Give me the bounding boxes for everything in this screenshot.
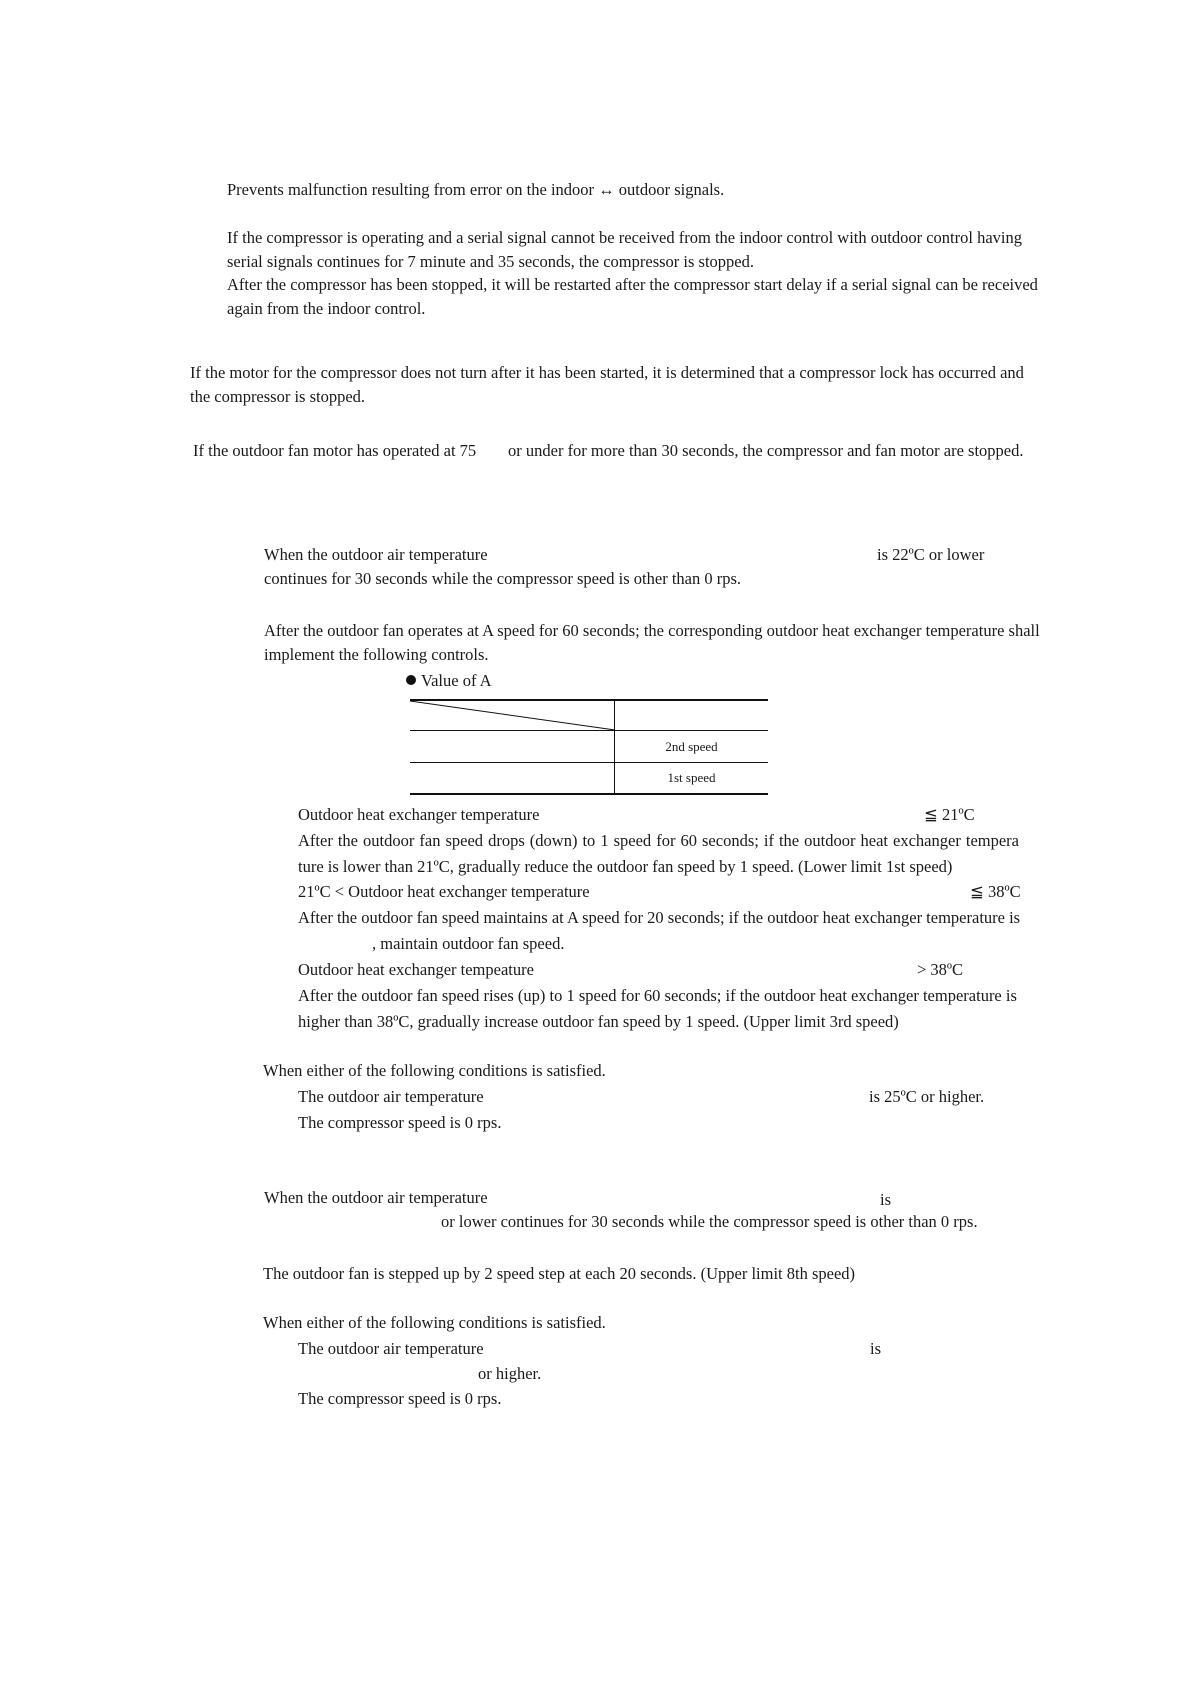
cond3-left: Outdoor heat exchanger tempeature [298, 960, 534, 979]
cond2-line1: After the outdoor fan speed maintains at A speed for 20 seconds; if the outdoor heat exchanger temperature is [298, 908, 1021, 927]
low-control-line2: implement the following controls. [264, 645, 489, 664]
table-bottom-rule [410, 793, 768, 795]
fan-motor-left: If the outdoor fan motor has operated at 75 [193, 441, 477, 460]
signal-p2-line2: again from the indoor control. [227, 299, 426, 318]
cond2-right: ≦ 38ºC [970, 882, 1021, 901]
cond3-line1: After the outdoor fan speed rises (up) to 1 speed for 60 seconds; if the outdoor heat exchanger temperature is [298, 986, 1017, 1005]
low-start-line2: continues for 30 seconds while the compressor speed is other than 0 rps. [264, 569, 742, 588]
high-end-intro: When either of the following conditions is satisfied. [263, 1313, 606, 1332]
cond1-line2: ture is lower than 21ºC, gradually reduce the outdoor fan speed by 1 speed. (Lower limit 1st speed) [298, 857, 953, 876]
low-start-left: When the outdoor air temperature [264, 545, 488, 564]
cond3-line2: higher than 38ºC, gradually increase outdoor fan speed by 1 speed. (Upper limit 3rd speed) [298, 1012, 899, 1031]
high-end-temp-right: is [870, 1339, 882, 1358]
lock-line2: the compressor is stopped. [190, 387, 366, 406]
bullet-icon [406, 675, 416, 685]
low-end-temp-right: is 25ºC or higher. [869, 1087, 985, 1106]
value-of-a-heading [406, 673, 492, 690]
value-of-a-label: Value of A [421, 671, 492, 690]
high-control: The outdoor fan is stepped up by 2 speed step at each 20 seconds. (Upper limit 8th speed) [263, 1264, 856, 1283]
table-row-rule-1 [410, 730, 768, 731]
high-start-right: is [880, 1190, 892, 1209]
cond1-line1: After the outdoor fan speed drops (down) to 1 speed for 60 seconds; if the outdoor heat exchanger tempera [298, 831, 1019, 850]
cond2-left: 21ºC < Outdoor heat exchanger temperature [298, 882, 590, 901]
low-start-right: is 22ºC or lower [877, 545, 985, 564]
low-end-temp-left: The outdoor air temperature [298, 1087, 484, 1106]
cond3-right: > 38ºC [917, 960, 964, 979]
signal-p2-line1: After the compressor has been stopped, it will be restarted after the compressor start delay if a serial signal can be received [227, 275, 1038, 294]
table-cell-2nd-speed: 2nd speed [665, 739, 718, 754]
cond1-right: ≦ 21ºC [924, 805, 975, 824]
cond2-line2: , maintain outdoor fan speed. [372, 934, 565, 953]
fan-motor-right: or under for more than 30 seconds, the compressor and fan motor are stopped. [508, 441, 1024, 460]
high-end-compressor: The compressor speed is 0 rps. [298, 1389, 502, 1408]
cond1-left: Outdoor heat exchanger temperature [298, 805, 540, 824]
signal-purpose: Prevents malfunction resulting from error on the indoor ↔ outdoor signals. [227, 180, 725, 199]
high-start-left: When the outdoor air temperature [264, 1188, 488, 1207]
high-end-temp-left: The outdoor air temperature [298, 1339, 484, 1358]
low-control-line1: After the outdoor fan operates at A speed for 60 seconds; the corresponding outdoor heat exchanger temperature shall [264, 621, 1040, 640]
table-row-rule-2 [410, 762, 768, 763]
signal-p1-line1: If the compressor is operating and a serial signal cannot be received from the indoor control with outdoor control having [227, 228, 1022, 247]
low-end-intro: When either of the following conditions is satisfied. [263, 1061, 606, 1080]
high-start-line2: or lower continues for 30 seconds while the compressor speed is other than 0 rps. [441, 1212, 978, 1231]
high-end-temp-line2: or higher. [478, 1364, 542, 1383]
table-cell-1st-speed: 1st speed [667, 770, 716, 785]
low-end-compressor: The compressor speed is 0 rps. [298, 1113, 502, 1132]
table-diagonal [410, 700, 616, 732]
signal-p1-line2: serial signals continues for 7 minute and 35 seconds, the compressor is stopped. [227, 252, 754, 271]
lock-line1: If the motor for the compressor does not turn after it has been started, it is determined that a compressor lock has occurred and [190, 363, 1024, 382]
